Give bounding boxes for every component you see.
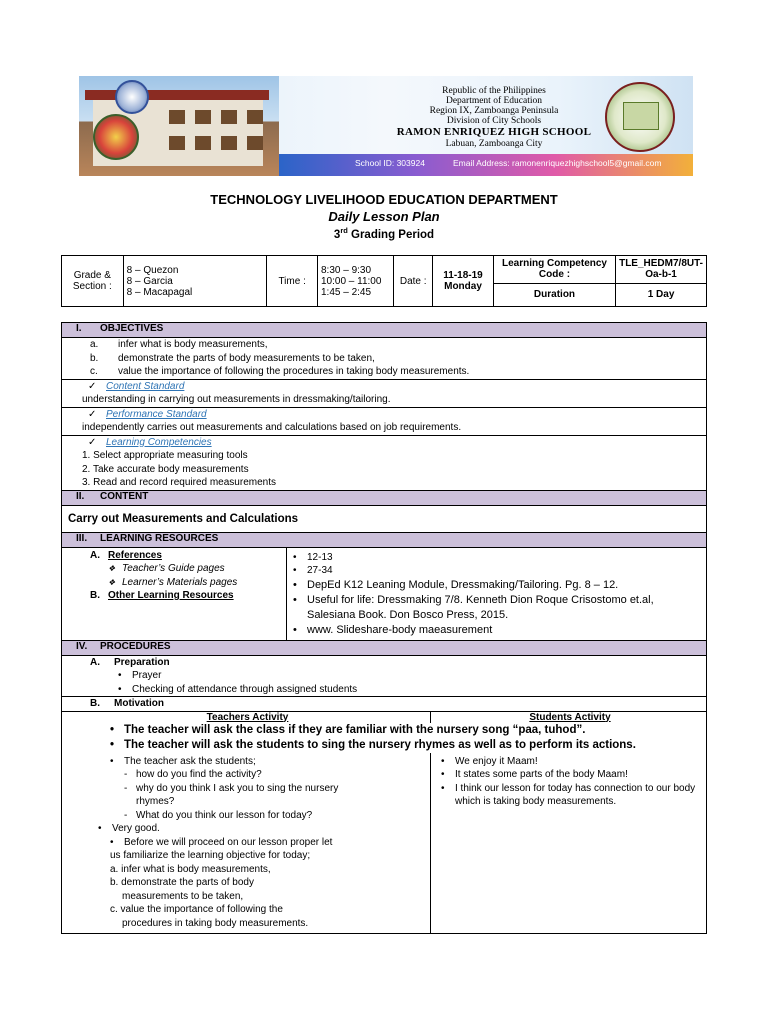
learners-materials-label: ❖ Learner’s Materials pages (90, 576, 286, 590)
content-standard-text: understanding in carrying out measurements in dressmaking/tailoring. (82, 394, 391, 405)
section-1: 8 – Quezon (126, 264, 179, 276)
objective-item: a. infer what is body measurements, (90, 339, 268, 350)
teacher-question: - why do you think I ask you to sing the nursery (110, 782, 427, 796)
resources-heading (62, 532, 707, 547)
content-text-cell (62, 505, 707, 532)
objectives-heading (62, 323, 707, 338)
student-answer: • We enjoy it Maam! (441, 755, 703, 769)
section-3: 8 – Macapagal (126, 286, 193, 298)
teachers-guide-label: ❖ Teacher’s Guide pages (90, 562, 286, 576)
references-label: A. References (90, 549, 162, 561)
motivation-cell (62, 697, 707, 712)
objective-item: c. value the importance of following the procedures in taking body measurements. (90, 366, 470, 377)
grading-period (0, 226, 768, 241)
period-suffix: rd (340, 226, 348, 235)
other-resource-1: • DepEd K12 Leaning Module, Dressmaking/Tailoring. Pg. 8 – 12. (293, 578, 706, 593)
plan-title: Daily Lesson Plan (328, 209, 440, 224)
content-heading-text: CONTENT (100, 490, 149, 502)
content-text: Carry out Measurements and Calculations (68, 512, 299, 525)
resources-num: III. (76, 532, 88, 544)
performance-standard-cell (62, 407, 707, 435)
date-cell (433, 256, 494, 307)
section-2: 8 – Garcia (126, 275, 173, 287)
time-3: 1:45 – 2:45 (320, 286, 372, 298)
preparation-cell (62, 655, 707, 697)
motivation-item: • The teacher will ask the students to sing the nursery rhymes as well as to perform its actions. (110, 738, 703, 753)
student-answer-cont: which is taking body measurements. (455, 796, 617, 807)
time-label: Time : (267, 256, 318, 307)
procedures-heading (62, 640, 707, 655)
content-standard-cell (62, 379, 707, 407)
deped-seal-logo (115, 80, 149, 114)
banner-email: Email Address: ramonenriquezhighschool5@gmail.com (453, 158, 662, 168)
competencies-label: ✓ Learning Competencies (82, 436, 703, 450)
lc-code-value: TLE_HEDM7/8UT-Oa-b-1 (616, 256, 707, 284)
period-text: Grading Period (347, 228, 435, 241)
objective-repeat-cont: measurements to be taken, (122, 890, 244, 902)
lc-code-label: Learning Competency Code : (493, 256, 615, 284)
tg-pages: • 12-13 (293, 551, 706, 565)
teacher-question: - What do you think our lesson for today? (110, 809, 427, 823)
lesson-plan-table (61, 322, 707, 934)
time-1: 8:30 – 9:30 (320, 264, 372, 276)
competency-item: 1. Select appropriate measuring tools (82, 450, 248, 461)
proceed-text: • Before we will proceed on our lesson proper let (110, 836, 427, 850)
objectives-list (62, 338, 707, 380)
duration-label: Duration (493, 283, 615, 306)
competency-item: 2. Take accurate body measurements (82, 463, 249, 475)
student-answer: • It states some parts of the body Maam! (441, 768, 703, 782)
resources-right (286, 548, 706, 640)
motivation-label: B. Motivation (90, 698, 164, 709)
motivation-item: • The teacher will ask the class if they are familiar with the nursery song “paa, tuhod”. (110, 723, 703, 738)
competencies-cell (62, 435, 707, 490)
students-activity-header: Students Activity (431, 711, 707, 723)
date-value: 11-18-19 (443, 270, 483, 281)
student-answer: • I think our lesson for today has connection to our body (441, 782, 703, 796)
content-num: II. (76, 490, 85, 502)
teacher-question-cont: rhymes? (136, 796, 175, 807)
resources-cell (62, 547, 707, 640)
very-good: • Very good. (98, 822, 427, 836)
department-title: TECHNOLOGY LIVELIHOOD EDUCATION DEPARTMENT (210, 192, 558, 207)
teacher-question: - how do you find the activity? (110, 768, 427, 782)
competency-item: 3. Read and record required measurements (82, 477, 276, 488)
objective-repeat: c. value the importance of following the (110, 904, 283, 915)
resources-heading-text: LEARNING RESOURCES (100, 532, 219, 544)
banner-republic: Republic of the Philippines (442, 86, 546, 96)
lesson-header-table (61, 255, 707, 307)
lm-pages: • 27-34 (293, 564, 706, 578)
teacher-ask: • The teacher ask the students; (110, 755, 427, 769)
procedures-num: IV. (76, 640, 88, 652)
prep-item: • Prayer (90, 669, 703, 683)
objective-repeat: b. demonstrate the parts of body (110, 877, 254, 888)
motivation-wide-cell (62, 723, 707, 753)
proceed-text-cont: us familiarize the learning objective for today; (110, 850, 311, 861)
objective-repeat: a. infer what is body measurements, (110, 863, 271, 875)
objective-repeat-cont: procedures in taking body measurements. (122, 917, 309, 929)
objectives-heading-text: OBJECTIVES (100, 323, 164, 334)
banner-deped: Department of Education (445, 96, 543, 106)
other-resource-2-cont: Salesiana Book. Don Bosco Press, 2015. (307, 608, 509, 621)
duration-value: 1 Day (616, 283, 707, 306)
other-resource-3: • www. Slideshare-body maeasurement (293, 623, 706, 638)
banner-location: Labuan, Zamboanga City (445, 139, 543, 149)
other-resource-2: • Useful for life: Dressmaking 7/8. Kenneth Dion Roque Crisostomo et.al, (293, 593, 706, 608)
procedures-heading-text: PROCEDURES (100, 640, 171, 652)
resources-left (62, 548, 286, 640)
division-seal-logo (93, 114, 139, 160)
banner-school-id: School ID: 303924 (355, 158, 425, 168)
student-activity-cell (431, 753, 707, 934)
banner-division: Division of City Schools (446, 116, 542, 126)
date-label: Date : (394, 256, 433, 307)
teacher-activity-cell (62, 753, 431, 934)
grade-section-label: Grade & Section : (62, 256, 124, 307)
preparation-label: A. Preparation (90, 656, 170, 668)
banner-region: Region IX, Zamboanga Peninsula (429, 106, 559, 116)
day-value: Monday (444, 281, 482, 292)
performance-standard-text: independently carries out measurements and calculations based on job requirements. (82, 422, 462, 433)
times-cell (317, 256, 393, 307)
objectives-num: I. (76, 323, 82, 334)
prep-item: • Checking of attendance through assigned students (90, 683, 703, 697)
sections-cell (123, 256, 267, 307)
objective-item: b. demonstrate the parts of body measurements to be taken, (90, 352, 375, 364)
teachers-activity-header: Teachers Activity (62, 711, 431, 723)
banner-school-name: RAMON ENRIQUEZ HIGH SCHOOL (396, 126, 592, 138)
school-banner (79, 76, 693, 176)
period-number: 3 (333, 228, 341, 241)
other-resources-label: B. Other Learning Resources (90, 590, 234, 601)
content-standard-label: ✓ Content Standard (82, 380, 703, 394)
school-seal-logo (605, 82, 675, 152)
time-2: 10:00 – 11:00 (320, 275, 382, 287)
performance-standard-label: ✓ Performance Standard (82, 408, 703, 422)
content-heading (62, 490, 707, 505)
